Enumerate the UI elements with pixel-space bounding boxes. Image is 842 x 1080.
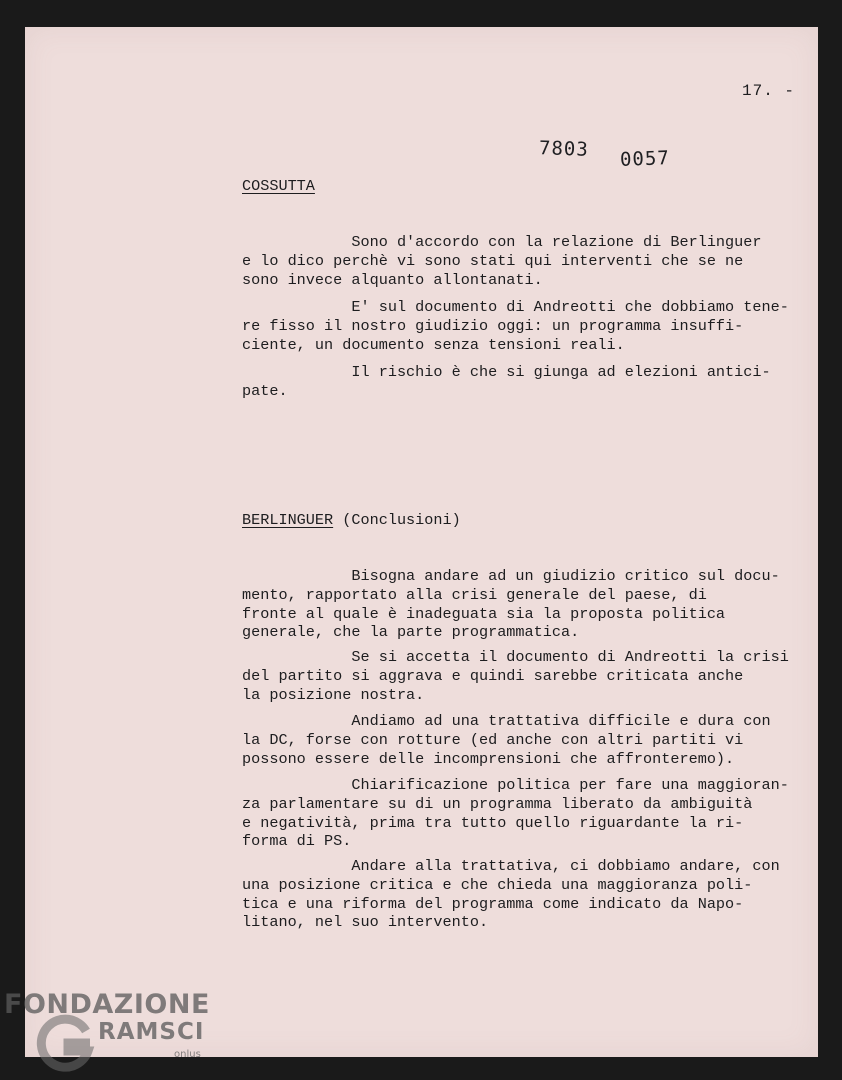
paragraph: Andare alla trattativa, ci dobbiamo andare, con una posizione critica e che chieda una maggioranza poli- tica e una riforma del programma come indicato da Napo- litano, nel suo intervento. bbox=[242, 857, 780, 932]
page-number: 17. - bbox=[742, 82, 796, 100]
speaker-heading-cossutta bbox=[242, 177, 787, 196]
archive-stamp-left: 7803 bbox=[538, 137, 590, 161]
paragraph: Se si accetta il documento di Andreotti la crisi del partito si aggrava e quindi sarebbe criticata anche la posizione nostra. bbox=[242, 648, 789, 704]
paragraph: Andiamo ad una trattativa difficile e dura con la DC, forse con rotture (ed anche con altri partiti vi possono essere delle incomprensioni che affronteremo). bbox=[242, 712, 771, 768]
fondazione-gramsci-logo bbox=[4, 989, 214, 1079]
speaker-heading-berlinguer bbox=[242, 511, 787, 530]
paragraph: Il rischio è che si giunga ad elezioni antici- pate. bbox=[242, 363, 771, 400]
archive-stamp-right: 0057 bbox=[619, 147, 671, 171]
logo-text-line1: FONDAZIONE bbox=[4, 989, 210, 1020]
paragraph: Sono d'accordo con la relazione di Berlinguer e lo dico perchè vi sono stati qui interventi che se ne sono invece alquanto allontanati. bbox=[242, 233, 762, 289]
paragraph: Bisogna andare ad un giudizio critico sul docu- mento, rapportato alla crisi generale del paese, di fronte al quale è inadeguata sia la proposta politica generale, che la parte programmatica. bbox=[242, 567, 780, 642]
paragraph: Chiarificazione politica per fare una maggioran- za parlamentare su di un programma liberato da ambiguità e negatività, prima tra tutto quello riguardante la ri- forma di PS. bbox=[242, 776, 789, 851]
paragraph: E' sul documento di Andreotti che dobbiamo tene- re fisso il nostro giudizio oggi: un programma insuffi- ciente, un documento senza tensioni reali. bbox=[242, 298, 789, 354]
speaker-note: (Conclusioni) bbox=[333, 511, 461, 529]
logo-subtext: onlus bbox=[174, 1049, 201, 1060]
logo-g-icon bbox=[34, 1011, 98, 1075]
speaker-name: COSSUTTA bbox=[242, 177, 315, 195]
logo-text-line2: RAMSCI bbox=[98, 1019, 205, 1045]
speaker-name: BERLINGUER bbox=[242, 511, 334, 529]
